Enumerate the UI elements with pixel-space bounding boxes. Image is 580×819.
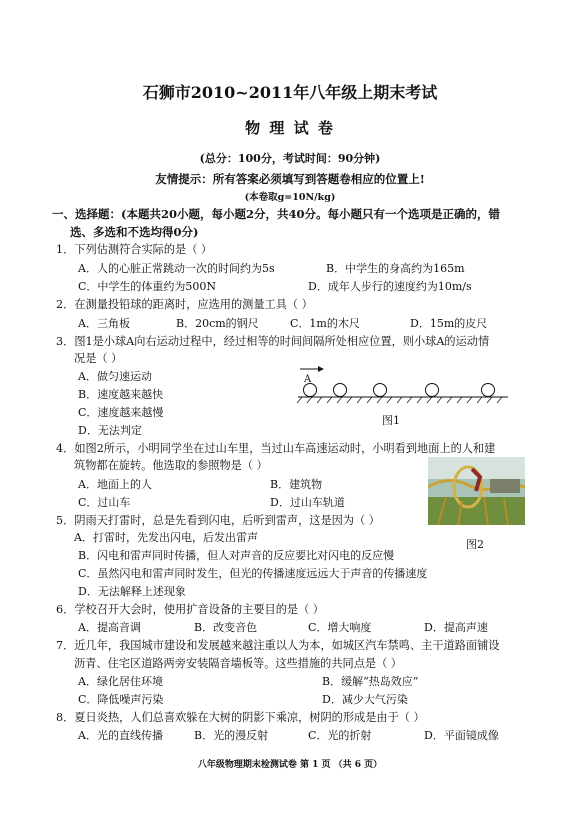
q2-option-b: B．20cm的钢尺 [176,317,259,330]
arrow-head-icon [318,366,324,372]
q6-option-a: A．提高音调 [78,621,141,634]
q1-option-c: C．中学生的体重约为500N [78,280,217,293]
g-note: (本卷取g=10N/kg) [244,192,336,203]
figure-1-label: 图1 [382,414,400,427]
q6-option-c: C．增大响度 [308,621,372,634]
q2-option-a: A．三角板 [78,317,130,330]
score-info: (总分：100分，考试时间：90分钟) [199,152,381,165]
q7-option-b: B．缓解“热岛效应” [322,675,419,688]
section-heading-2: 选、多选和不选均得0分) [70,225,199,239]
q1-option-b: B．中学生的身高约为165m [326,262,465,275]
q7-option-a: A．绿化居住环境 [78,675,163,688]
ball-position-2 [334,384,347,397]
page-footer: 八年级物理期末检测试卷 第 1 页 （共 6 页） [197,760,383,770]
q7-option-d: D．减少大气污染 [322,693,408,706]
q1-option-a: A．人的心脏正常跳动一次的时间约为5s [78,262,275,275]
q1-option-d: D．成年人步行的速度约为10m/s [308,280,472,293]
question-3-cont: 况是（ ） [74,352,123,365]
question-5: 5．阴雨天打雷时，总是先看到闪电，后听到雷声，这是因为（ ） [56,514,380,527]
q6-option-b: B．改变音色 [194,621,258,634]
ball-position-4 [426,384,439,397]
figure-2-label: 图2 [466,538,484,551]
question-8: 8．夏日炎热，人们总喜欢躲在大树的阴影下乘凉，树阴的形成是由于（ ） [56,711,425,724]
q8-option-a: A．光的直线传播 [78,729,163,742]
q5-option-a: A．打雷时，先发出闪电，后发出雷声 [74,531,258,544]
roller-coaster-photo [428,457,525,525]
q5-option-d: D．无法解释上述现象 [78,585,186,598]
q3-option-c: C．速度越来越慢 [78,406,164,419]
question-7: 7．近几年，我国城市建设和发展越来越注重以人为本，如城区汽车禁鸣、主干道路面铺设 [56,639,500,652]
q5-option-b: B．闪电和雷声同时传播，但人对声音的反应要比对闪电的反应慢 [78,549,395,562]
ball-position-5 [482,384,495,397]
q3-option-b: B．速度越来越快 [78,388,164,401]
question-7-cont: 沥青、住宅区道路两旁安装隔音墙板等。这些措施的共同点是（ ） [74,657,402,670]
ground-hatching [297,397,502,403]
figure-1-diagram [296,362,516,408]
question-4-cont: 筑物都在旋转。他选取的参照物是（ ） [74,459,268,472]
q2-option-c: C．1m的木尺 [290,317,360,330]
question-6: 6．学校召开大会时，使用扩音设备的主要目的是（ ） [56,603,324,616]
q3-option-d: D．无法判定 [78,424,142,437]
question-3: 3．图1是小球A向右运动过程中，经过相等的时间间隔所处相应位置，则小球A的运动情 [56,335,490,348]
reminder: 友情提示：所有答案必须填写到答题卷相应的位置上! [155,172,425,186]
q4-option-b: B．建筑物 [270,478,323,491]
q3-option-a: A．做匀速运动 [78,370,152,383]
q8-option-d: D．平面镜成像 [424,729,499,742]
ball-position-3 [374,384,387,397]
section-heading: 一、选择题：(本题共20小题，每小题2分，共40分。每小题只有一个选项是正确的，错 [52,207,500,221]
q5-option-c: C．虽然闪电和雷声同时发生，但光的传播速度远远大于声音的传播速度 [78,567,428,580]
subject-title: 物 理 试 卷 [245,119,335,137]
ball-position-1 [304,384,317,397]
q4-option-c: C．过山车 [78,496,131,509]
question-2: 2．在测量投铅球的距离时，应选用的测量工具（ ） [56,298,313,311]
q2-option-d: D．15m的皮尺 [410,317,488,330]
q6-option-d: D．提高声速 [424,621,488,634]
question-4: 4．如图2所示，小明同学坐在过山车里，当过山车高速运动时，小明看到地面上的人和建 [56,442,496,455]
q4-option-a: A．地面上的人 [78,478,152,491]
q8-option-c: C．光的折射 [308,729,372,742]
q7-option-c: C．降低噪声污染 [78,693,164,706]
ball-label: A [304,374,312,385]
page-title: 石狮市2010~2011年八年级上期末考试 [142,83,438,102]
q4-option-d: D．过山车轨道 [270,496,345,509]
q8-option-b: B．光的漫反射 [194,729,269,742]
question-1: 1．下列估测符合实际的是（ ） [56,243,213,256]
